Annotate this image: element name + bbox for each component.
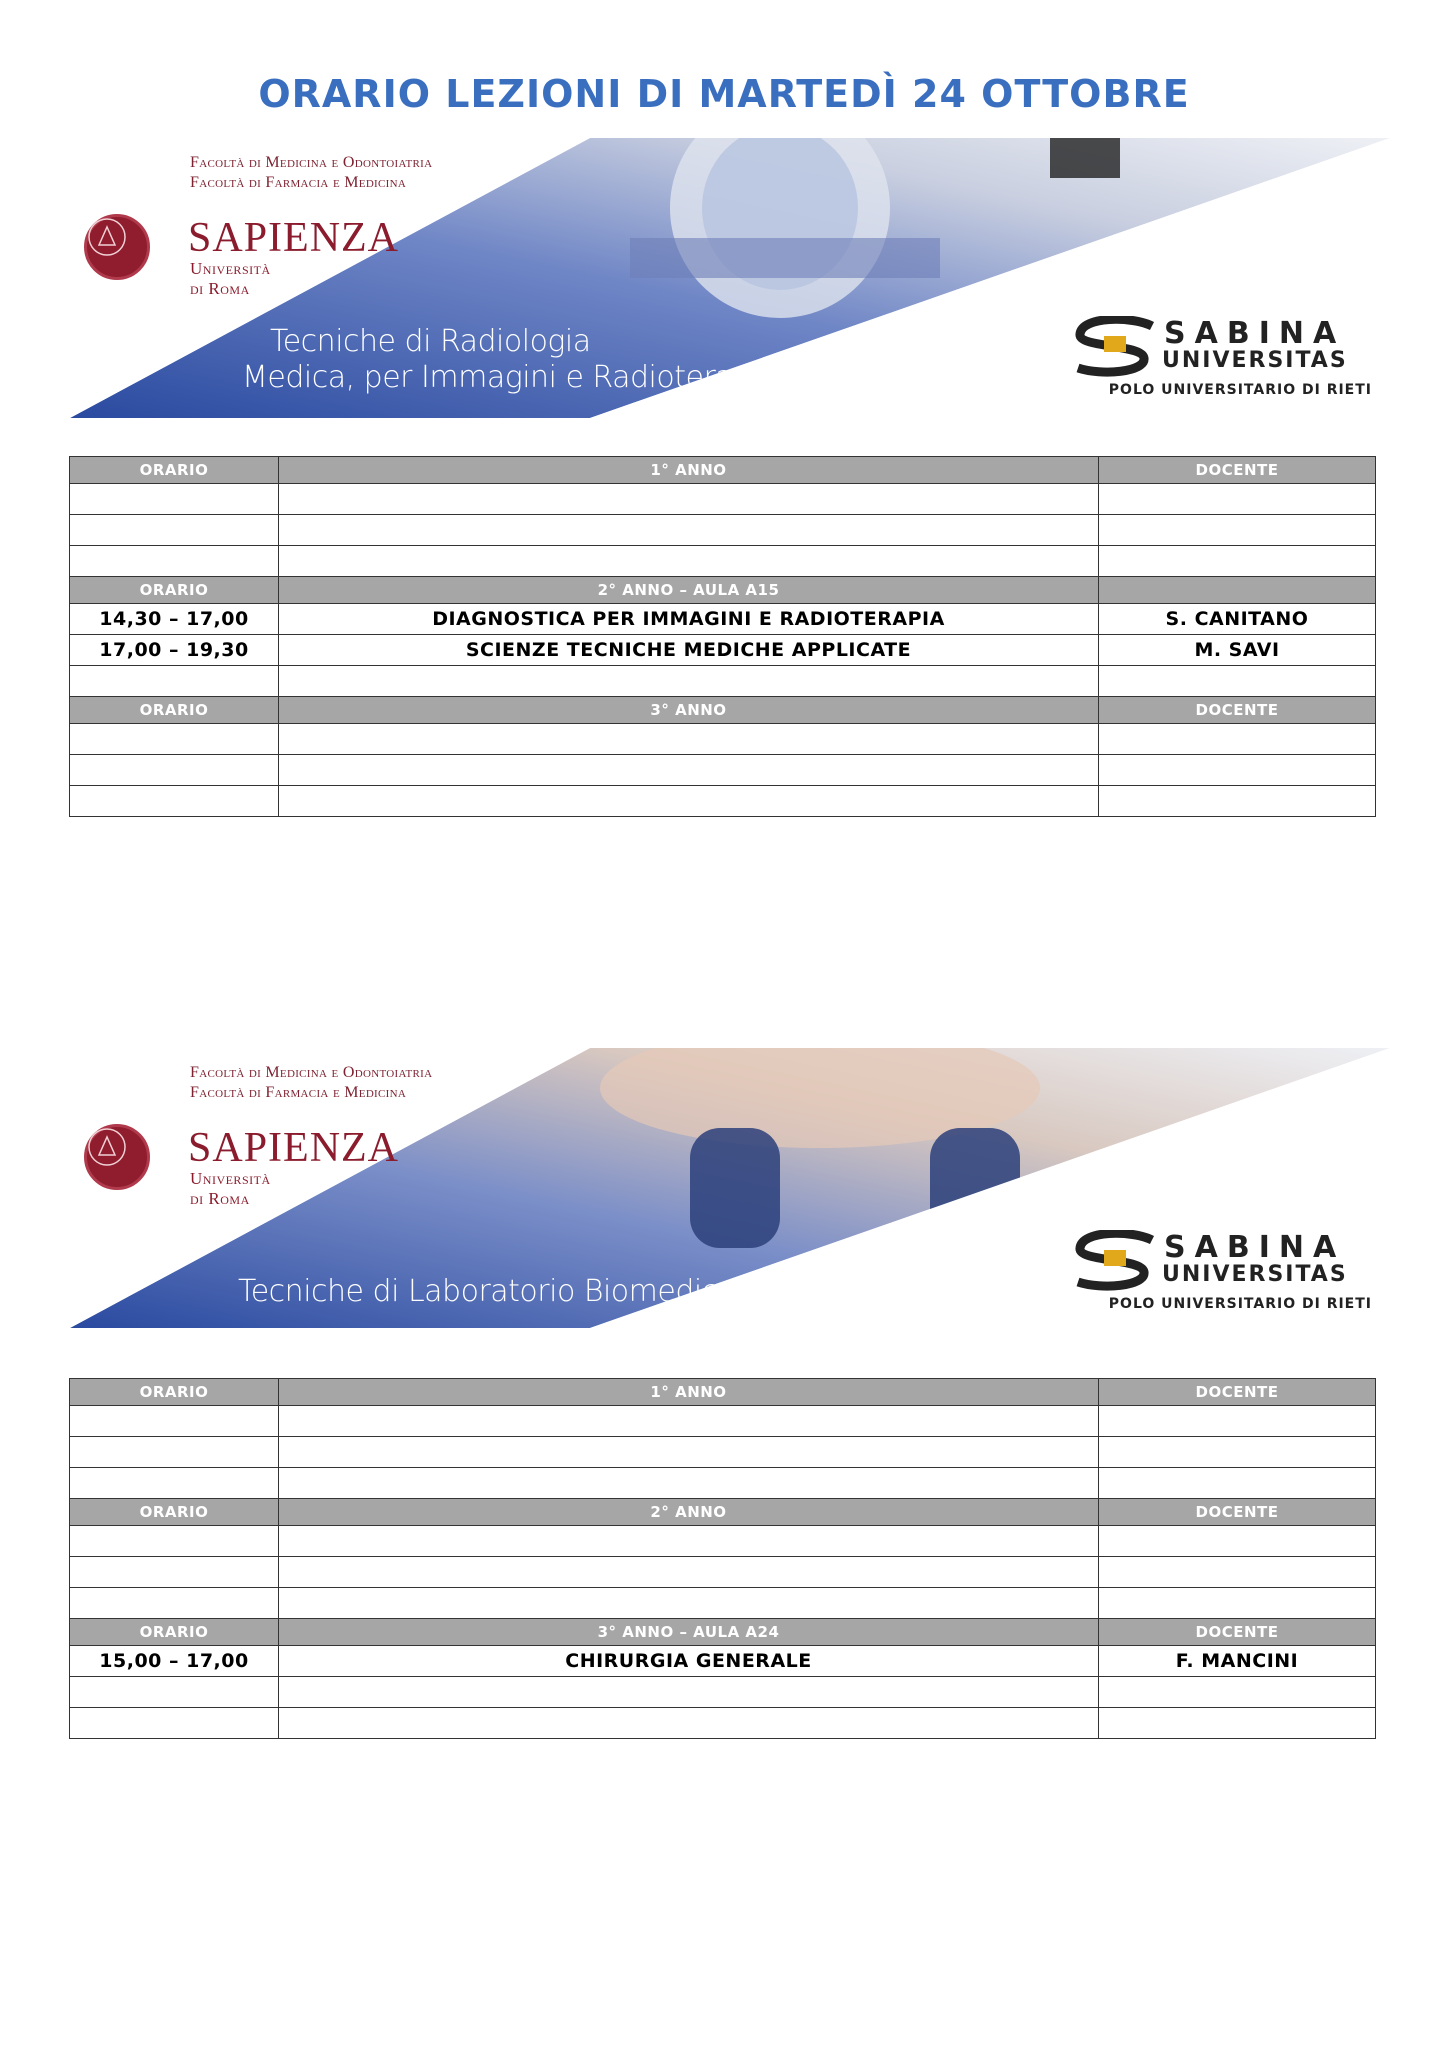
schedule-table-laboratorio bbox=[69, 1378, 1376, 1739]
table-row bbox=[70, 1588, 1376, 1619]
cell-course bbox=[279, 546, 1099, 577]
header-docente: DOCENTE bbox=[1099, 1499, 1376, 1526]
table-header-row bbox=[70, 457, 1376, 484]
header-orario: ORARIO bbox=[70, 1379, 279, 1406]
header-orario: ORARIO bbox=[70, 1499, 279, 1526]
course-banner-laboratorio bbox=[70, 1048, 1390, 1328]
cell-docente bbox=[1099, 546, 1376, 577]
cell-orario bbox=[70, 724, 279, 755]
table-row bbox=[70, 1437, 1376, 1468]
cell-course: SCIENZE TECNICHE MEDICHE APPLICATE bbox=[279, 635, 1099, 666]
header-docente: DOCENTE bbox=[1099, 1619, 1376, 1646]
cell-orario bbox=[70, 1557, 279, 1588]
table-row bbox=[70, 755, 1376, 786]
cell-docente bbox=[1099, 1588, 1376, 1619]
table-header-row bbox=[70, 577, 1376, 604]
cell-course: DIAGNOSTICA PER IMMAGINI E RADIOTERAPIA bbox=[279, 604, 1099, 635]
header-docente bbox=[1099, 577, 1376, 604]
table-row bbox=[70, 515, 1376, 546]
partner-name: SABINA bbox=[1164, 1230, 1346, 1265]
cell-orario bbox=[70, 1406, 279, 1437]
cell-course bbox=[279, 1437, 1099, 1468]
table-row bbox=[70, 604, 1376, 635]
cell-docente: S. CANITANO bbox=[1099, 604, 1376, 635]
header-orario: ORARIO bbox=[70, 457, 279, 484]
header-orario: ORARIO bbox=[70, 1619, 279, 1646]
cell-orario bbox=[70, 786, 279, 817]
cell-course bbox=[279, 1588, 1099, 1619]
cell-course bbox=[279, 1468, 1099, 1499]
cell-docente bbox=[1099, 1677, 1376, 1708]
header-anno: 2° ANNO bbox=[279, 1499, 1099, 1526]
header-anno: 1° ANNO bbox=[279, 457, 1099, 484]
cell-orario bbox=[70, 666, 279, 697]
cell-docente bbox=[1099, 724, 1376, 755]
cell-orario bbox=[70, 755, 279, 786]
table-header-row bbox=[70, 697, 1376, 724]
cell-orario bbox=[70, 1588, 279, 1619]
course-title-line-1: Tecniche di Laboratorio Biomedico bbox=[238, 1274, 736, 1309]
cell-course bbox=[279, 786, 1099, 817]
cell-course bbox=[279, 724, 1099, 755]
cell-orario bbox=[70, 1677, 279, 1708]
sabina-logo-icon bbox=[1072, 316, 1160, 378]
sabina-universitas-logo bbox=[1072, 1230, 1372, 1328]
university-name: SAPIENZA bbox=[188, 1125, 400, 1171]
header-anno: 3° ANNO bbox=[279, 697, 1099, 724]
cell-course bbox=[279, 515, 1099, 546]
faculty-line-2: Facoltà di Farmacia e Medicina bbox=[190, 1084, 407, 1101]
partner-polo: POLO UNIVERSITARIO DI RIETI bbox=[1108, 1296, 1372, 1312]
partner-polo: POLO UNIVERSITARIO DI RIETI bbox=[1108, 382, 1372, 398]
faculty-line-2: Facoltà di Farmacia e Medicina bbox=[190, 174, 407, 191]
cell-docente: F. MANCINI bbox=[1099, 1646, 1376, 1677]
partner-sub: UNIVERSITAS bbox=[1162, 1262, 1348, 1287]
cell-course bbox=[279, 1406, 1099, 1437]
university-name: SAPIENZA bbox=[188, 215, 400, 261]
cell-course bbox=[279, 755, 1099, 786]
header-docente: DOCENTE bbox=[1099, 457, 1376, 484]
cell-orario bbox=[70, 1468, 279, 1499]
table-header-row bbox=[70, 1619, 1376, 1646]
header-anno: 2° ANNO – AULA A15 bbox=[279, 577, 1099, 604]
course-title-line-1: Tecniche di Radiologia bbox=[270, 324, 591, 359]
table-row bbox=[70, 1468, 1376, 1499]
course-banner-radiologia bbox=[70, 138, 1390, 418]
sapienza-seal-icon bbox=[84, 1124, 150, 1190]
table-header-row bbox=[70, 1499, 1376, 1526]
table-row bbox=[70, 635, 1376, 666]
cell-docente bbox=[1099, 515, 1376, 546]
cell-docente bbox=[1099, 666, 1376, 697]
cell-docente bbox=[1099, 1468, 1376, 1499]
cell-docente bbox=[1099, 1708, 1376, 1739]
table-row bbox=[70, 1557, 1376, 1588]
header-orario: ORARIO bbox=[70, 697, 279, 724]
cell-docente bbox=[1099, 786, 1376, 817]
header-docente: DOCENTE bbox=[1099, 1379, 1376, 1406]
cell-course bbox=[279, 1677, 1099, 1708]
faculty-line-1: Facoltà di Medicina e Odontoiatria bbox=[190, 154, 433, 171]
cell-orario bbox=[70, 484, 279, 515]
cell-course: CHIRURGIA GENERALE bbox=[279, 1646, 1099, 1677]
cell-docente bbox=[1099, 1406, 1376, 1437]
table-row bbox=[70, 1646, 1376, 1677]
cell-orario bbox=[70, 1526, 279, 1557]
table-row bbox=[70, 786, 1376, 817]
header-docente: DOCENTE bbox=[1099, 697, 1376, 724]
cell-orario: 14,30 – 17,00 bbox=[70, 604, 279, 635]
cell-course bbox=[279, 1708, 1099, 1739]
page-title: ORARIO LEZIONI DI MARTEDÌ 24 OTTOBRE bbox=[258, 72, 1190, 116]
cell-docente bbox=[1099, 484, 1376, 515]
university-sub: Università di Roma bbox=[190, 259, 271, 298]
faculty-line-1: Facoltà di Medicina e Odontoiatria bbox=[190, 1064, 433, 1081]
table-row bbox=[70, 484, 1376, 515]
table-row bbox=[70, 724, 1376, 755]
partner-sub: UNIVERSITAS bbox=[1162, 348, 1348, 373]
partner-name: SABINA bbox=[1164, 316, 1346, 351]
table-header-row bbox=[70, 1379, 1376, 1406]
table-row bbox=[70, 1708, 1376, 1739]
table-row bbox=[70, 546, 1376, 577]
header-orario: ORARIO bbox=[70, 577, 279, 604]
cell-docente bbox=[1099, 1557, 1376, 1588]
cell-orario bbox=[70, 1437, 279, 1468]
cell-orario: 15,00 – 17,00 bbox=[70, 1646, 279, 1677]
cell-course bbox=[279, 1557, 1099, 1588]
university-sub: Università di Roma bbox=[190, 1169, 271, 1208]
cell-orario bbox=[70, 515, 279, 546]
header-anno: 1° ANNO bbox=[279, 1379, 1099, 1406]
cell-docente bbox=[1099, 1437, 1376, 1468]
course-title-line-2: Medica, per Immagini e Radioterapia bbox=[242, 360, 778, 395]
header-anno: 3° ANNO – AULA A24 bbox=[279, 1619, 1099, 1646]
table-row bbox=[70, 666, 1376, 697]
cell-docente bbox=[1099, 1526, 1376, 1557]
table-row bbox=[70, 1526, 1376, 1557]
sabina-universitas-logo bbox=[1072, 316, 1372, 416]
cell-course bbox=[279, 1526, 1099, 1557]
cell-docente: M. SAVI bbox=[1099, 635, 1376, 666]
sapienza-seal-icon bbox=[84, 214, 150, 280]
cell-course bbox=[279, 484, 1099, 515]
cell-orario bbox=[70, 546, 279, 577]
cell-orario bbox=[70, 1708, 279, 1739]
cell-orario: 17,00 – 19,30 bbox=[70, 635, 279, 666]
cell-course bbox=[279, 666, 1099, 697]
schedule-table-radiologia bbox=[69, 456, 1376, 817]
table-row bbox=[70, 1677, 1376, 1708]
cell-docente bbox=[1099, 755, 1376, 786]
table-row bbox=[70, 1406, 1376, 1437]
sabina-logo-icon bbox=[1072, 1230, 1160, 1292]
